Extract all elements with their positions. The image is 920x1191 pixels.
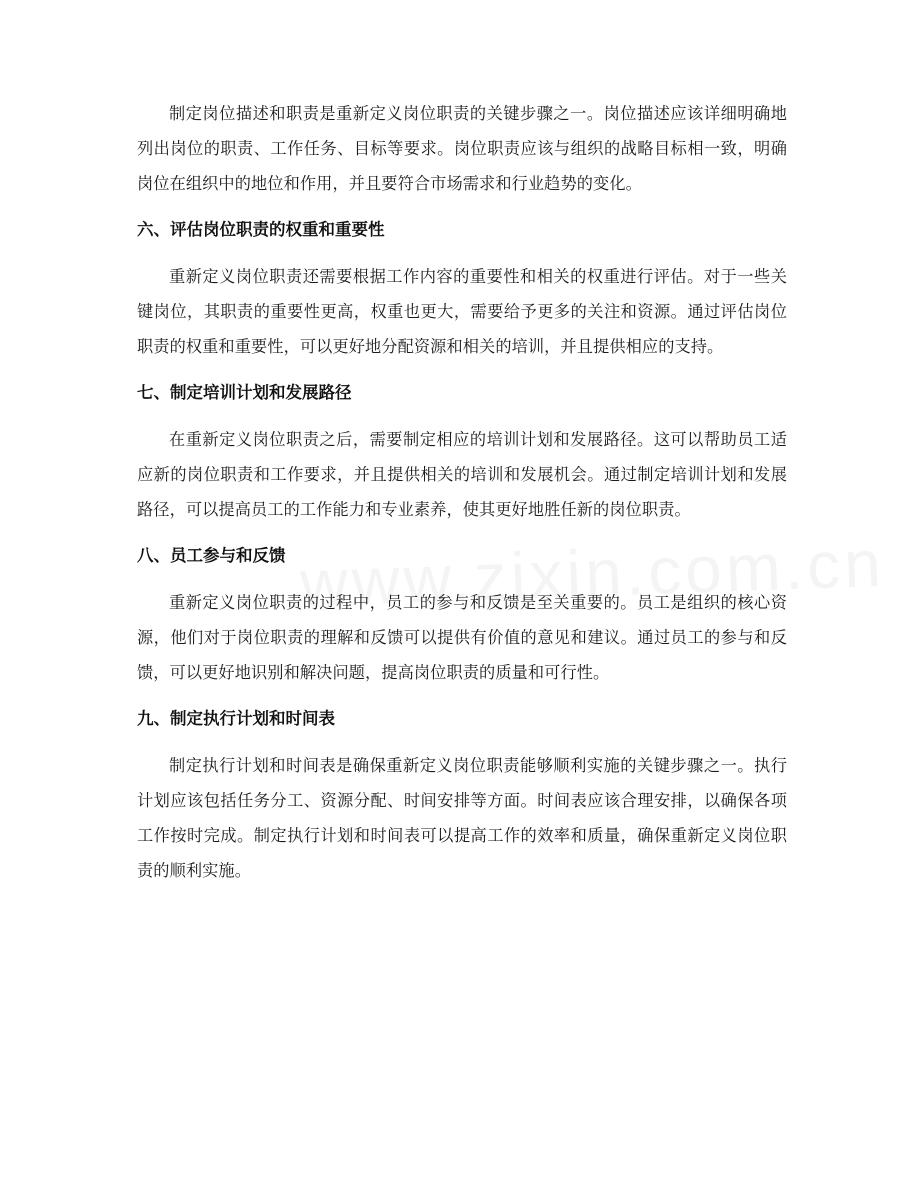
section-heading-9: 九、制定执行计划和时间表 [137,709,335,728]
document-body [137,96,787,904]
section-paragraph-9: 制定执行计划和时间表是确保重新定义岗位职责能够顺利实施的关键步骤之一。执行计划应该包括任务分工、资源分配、时间安排等方面。时间表应该合理安排，以确保各项工作按时完成。制定执行计划和时间表可以提高工作的效率和质量，确保重新定义岗位职责的顺利实施。 [137,756,787,880]
section-heading-7: 七、制定培训计划和发展路径 [137,383,352,402]
section-paragraph-8: 重新定义岗位职责的过程中，员工的参与和反馈是至关重要的。员工是组织的核心资源，他们对于岗位职责的理解和反馈可以提供有价值的意见和建议。通过员工的参与和反馈，可以更好地识别和解决问题，提高岗位职责的质量和可行性。 [137,593,787,682]
section-heading-8: 八、员工参与和反馈 [137,546,286,565]
section-paragraph-7: 在重新定义岗位职责之后，需要制定相应的培训计划和发展路径。这可以帮助员工适应新的岗位职责和工作要求，并且提供相关的培训和发展机会。通过制定培训计划和发展路径，可以提高员工的工作能力和专业素养，使其更好地胜任新的岗位职责。 [137,430,787,519]
intro-paragraph: 制定岗位描述和职责是重新定义岗位职责的关键步骤之一。岗位描述应该详细明确地列出岗位的职责、工作任务、目标等要求。岗位职责应该与组织的战略目标相一致，明确岗位在组织中的地位和作用，并且要符合市场需求和行业趋势的变化。 [137,104,787,193]
section-paragraph-6: 重新定义岗位职责还需要根据工作内容的重要性和相关的权重进行评估。对于一些关键岗位，其职责的重要性更高，权重也更大，需要给予更多的关注和资源。通过评估岗位职责的权重和重要性，可以更好地分配资源和相关的培训，并且提供相应的支持。 [137,267,787,356]
section-heading-6: 六、评估岗位职责的权重和重要性 [137,220,385,239]
